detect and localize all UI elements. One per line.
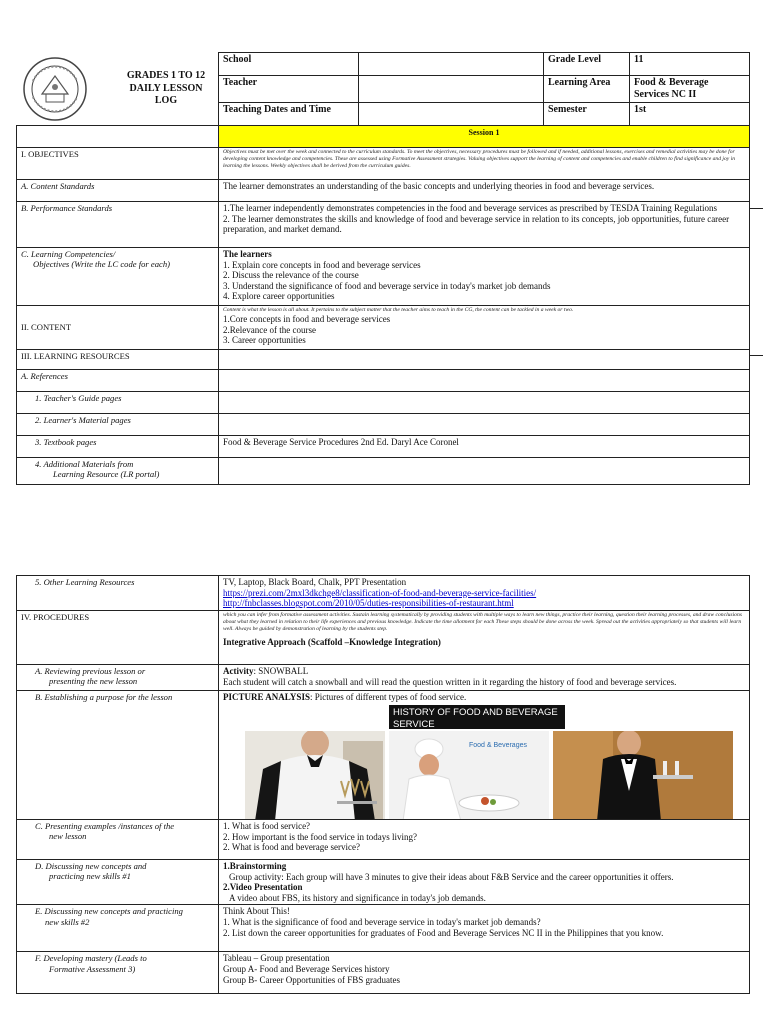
- dates-value[interactable]: [359, 103, 544, 128]
- fnb-classes-link[interactable]: http://fnbclasses.blogspot.com/2010/05/duties-responsibilities-of-restaurant.html: [223, 598, 514, 609]
- area-value[interactable]: Food & Beverage Services NC II: [630, 76, 750, 103]
- competency-item: 4. Explore career opportunities: [223, 291, 335, 302]
- content-value[interactable]: [219, 306, 750, 350]
- developing-mastery-label: [17, 952, 219, 994]
- references-value[interactable]: [219, 370, 750, 392]
- session-header: Session 1: [219, 126, 750, 148]
- question-item: 1. What is food service?: [223, 821, 311, 831]
- resources-label: III. LEARNING RESOURCES: [17, 350, 219, 370]
- mastery-item: Group B- Career Opportunities of FBS graduates: [223, 974, 400, 985]
- reviewing-lesson-label: [17, 665, 219, 691]
- content-label: [17, 306, 219, 350]
- textbook-value[interactable]: Food & Beverage Service Procedures 2nd Ed. Daryl Ace Coronel: [219, 436, 750, 458]
- content-standards-value[interactable]: The learner demonstrates an understanding of the basic concepts and underlying theories in food and beverage services.: [219, 180, 750, 202]
- other-resources-label: 5. Other Learning Resources: [17, 576, 219, 611]
- deped-seal-logo: [22, 56, 88, 122]
- waiter-with-glasses-image: [245, 731, 385, 820]
- discussing-1-line2: practicing new skills #1: [49, 871, 131, 882]
- brainstorming-head: 1.Brainstorming: [223, 861, 287, 871]
- title-line-3: LOG: [154, 95, 178, 106]
- lesson-table-part2: [16, 575, 750, 994]
- textbook-label: 3. Textbook pages: [17, 436, 219, 458]
- video-presentation-text: A video about FBS, its history and significance in today's job demands.: [229, 892, 486, 903]
- discussing-concepts-1-value[interactable]: [219, 860, 750, 905]
- picture-analysis-head: PICTURE ANALYSIS: [223, 692, 310, 702]
- grade-label: Grade Level: [544, 53, 630, 76]
- performance-standards-label: B. Performance Standards: [17, 202, 219, 248]
- objectives-note: Objectives must be met over the week and connected to the curriculum standards. To meet the objectives, necessary procedures must be followed and if needed, additional lessons, exercises and remedial activities may be done for developing content knowledge and competencies. These are assessed using Formative Assessment strategies. Valuing objectives support the learning of content and competencies and enable children to find significance and joy in learning the lessons. Weekly objectives shall be derived from the curriculum guides.: [219, 148, 750, 180]
- presenting-label-line1: C. Presenting examples /instances of the: [35, 821, 175, 831]
- content-note: Content is what the lesson is all about. It pertains to the subject matter that the teacher aims to teach in the CG, the content can be tackled in a week or two.: [223, 307, 574, 313]
- competencies-head: The learners: [223, 249, 272, 259]
- teachers-guide-label: 1. Teacher's Guide pages: [17, 392, 219, 414]
- other-resources-text: TV, Laptop, Black Board, Chalk, PPT Presentation: [223, 577, 407, 587]
- discussing-2-line1: E. Discussing new concepts and practicing: [35, 906, 183, 917]
- title-line-1: GRADES 1 TO 12: [126, 70, 206, 81]
- reviewing-lesson-value[interactable]: [219, 665, 750, 691]
- presenting-examples-value[interactable]: [219, 820, 750, 860]
- activity-name: : SNOWBALL: [253, 666, 309, 676]
- competencies-value[interactable]: [219, 248, 750, 306]
- think-item: 2. List down the career opportunities for graduates of Food and Beverage Services NC II in the Philippines that you know.: [223, 927, 664, 938]
- page-title: [114, 70, 218, 108]
- semester-value[interactable]: 1st: [630, 103, 750, 128]
- mastery-line2: Formative Assessment 3): [49, 963, 136, 974]
- reviewing-label-line1: A. Reviewing previous lesson or: [35, 666, 146, 676]
- content-item: 1.Core concepts in food and beverage services: [223, 313, 391, 324]
- chef-caption: Food & Beverages: [469, 741, 527, 749]
- approach-text: Integrative Approach (Scaffold –Knowledge Integration): [223, 636, 441, 647]
- procedures-note: which you can infer from formative assessment activities. Sustain learning systematically by providing students with multiple ways to learn new things, practice their learning, question their learning processes, and draw conclusions about what they learned in relation to their life experiences and previous knowledge. Indicate the time allotment for each These steps should be done across the week. Spread out the activities appropriately so that students will learn well. Always be guided by demonstration of learning by the students step.: [223, 612, 742, 632]
- purpose-label: B. Establishing a purpose for the lesson: [17, 691, 219, 820]
- activity-description: Each student will catch a snowball and will read the question written in it regarding the history of food and beverage services.: [223, 676, 677, 687]
- mastery-item: Tableau – Group presentation: [223, 953, 330, 964]
- question-item: 2. What is food and beverage service?: [223, 842, 361, 853]
- area-label: Learning Area: [544, 76, 630, 103]
- additional-materials-line2: Learning Resource (LR portal): [53, 469, 160, 480]
- dates-label: Teaching Dates and Time: [219, 103, 359, 128]
- mastery-line1: F. Developing mastery (Leads to: [35, 953, 147, 964]
- stray-line: [749, 355, 763, 356]
- developing-mastery-value[interactable]: [219, 952, 750, 994]
- activity-label: Activity: [223, 666, 254, 676]
- references-label: A. References: [17, 370, 219, 392]
- brainstorming-text: Group activity: Each group will have 3 minutes to give their ideas about F&B Service and the career opportunities it offers.: [229, 871, 674, 882]
- discussing-concepts-1-label: [17, 860, 219, 905]
- mastery-item: Group A- Food and Beverage Services history: [223, 964, 390, 975]
- prezi-link[interactable]: https://prezi.com/2mxl3dkchge8/classification-of-food-and-beverage-service-facilities/: [223, 587, 537, 598]
- food-service-pictures: [223, 705, 745, 815]
- competencies-label-line1: C. Learning Competencies/: [21, 249, 116, 259]
- header-table: [218, 52, 750, 128]
- session-spacer: [17, 126, 219, 148]
- learners-material-value[interactable]: [219, 414, 750, 436]
- title-line-2: DAILY LESSON: [129, 82, 203, 94]
- butler-with-tray-image: [553, 731, 733, 820]
- other-resources-value[interactable]: [219, 576, 750, 611]
- teacher-value[interactable]: [359, 76, 544, 103]
- grade-value[interactable]: 11: [630, 53, 750, 76]
- content-item: 3. Career opportunities: [223, 335, 306, 346]
- purpose-value[interactable]: [219, 691, 750, 820]
- competency-item: 2. Discuss the relevance of the course: [223, 270, 359, 281]
- presenting-label-line2: new lesson: [49, 831, 87, 842]
- semester-label: Semester: [544, 103, 630, 128]
- school-label: School: [219, 53, 359, 76]
- discussing-concepts-2-label: [17, 905, 219, 952]
- additional-materials-label: [17, 458, 219, 485]
- competencies-label-line2: Objectives (Write the LC code for each): [33, 259, 170, 270]
- presenting-examples-label: [17, 820, 219, 860]
- content-standards-label: A. Content Standards: [17, 180, 219, 202]
- think-item: Think About This!: [223, 906, 290, 917]
- question-item: 2. How important is the food service in todays living?: [223, 831, 417, 842]
- objectives-label: I. OBJECTIVES: [17, 148, 219, 180]
- think-item: 1. What is the significance of food and beverage service in today's market job demands?: [223, 917, 541, 928]
- discussing-1-line1: D. Discussing new concepts and: [35, 861, 147, 871]
- additional-materials-line1: 4. Additional Materials from: [35, 459, 134, 469]
- performance-item-2: 2. The learner demonstrates the skills and knowledge of food and beverage service in relation to its concepts, job opportunities, future career preparation, and market demand.: [223, 213, 730, 235]
- competency-item: 1. Explain core concepts in food and beverage services: [223, 259, 421, 270]
- stray-line: [749, 208, 763, 209]
- teacher-label: Teacher: [219, 76, 359, 103]
- chef-plating-image: [389, 731, 549, 820]
- competencies-label: [17, 248, 219, 306]
- video-presentation-head: 2.Video Presentation: [223, 882, 303, 893]
- teachers-guide-value[interactable]: [219, 392, 750, 414]
- learners-material-label: 2. Learner's Material pages: [17, 414, 219, 436]
- performance-item-1: 1.The learner independently demonstrates competencies in the food and beverage services as prescribed by TESDA Training Regulations: [223, 203, 717, 213]
- competency-item: 3. Understand the significance of food and beverage service in today's market job demands: [223, 280, 551, 291]
- procedures-value: [219, 611, 750, 665]
- performance-standards-value[interactable]: [219, 202, 750, 248]
- content-item: 2.Relevance of the course: [223, 324, 316, 335]
- history-banner: HISTORY OF FOOD AND BEVERAGE SERVICE: [389, 705, 565, 729]
- school-value[interactable]: [359, 53, 544, 76]
- lesson-table-part1: [16, 125, 750, 485]
- picture-analysis-text: : Pictures of different types of food service.: [309, 692, 467, 702]
- discussing-2-line2: new skills #2: [45, 916, 90, 927]
- resources-value[interactable]: [219, 350, 750, 370]
- procedures-label: IV. PROCEDURES: [17, 611, 219, 665]
- discussing-concepts-2-value[interactable]: [219, 905, 750, 952]
- additional-materials-value[interactable]: [219, 458, 750, 485]
- content-label-text: II. CONTENT: [21, 322, 72, 333]
- reviewing-label-line2: presenting the new lesson: [49, 676, 138, 687]
